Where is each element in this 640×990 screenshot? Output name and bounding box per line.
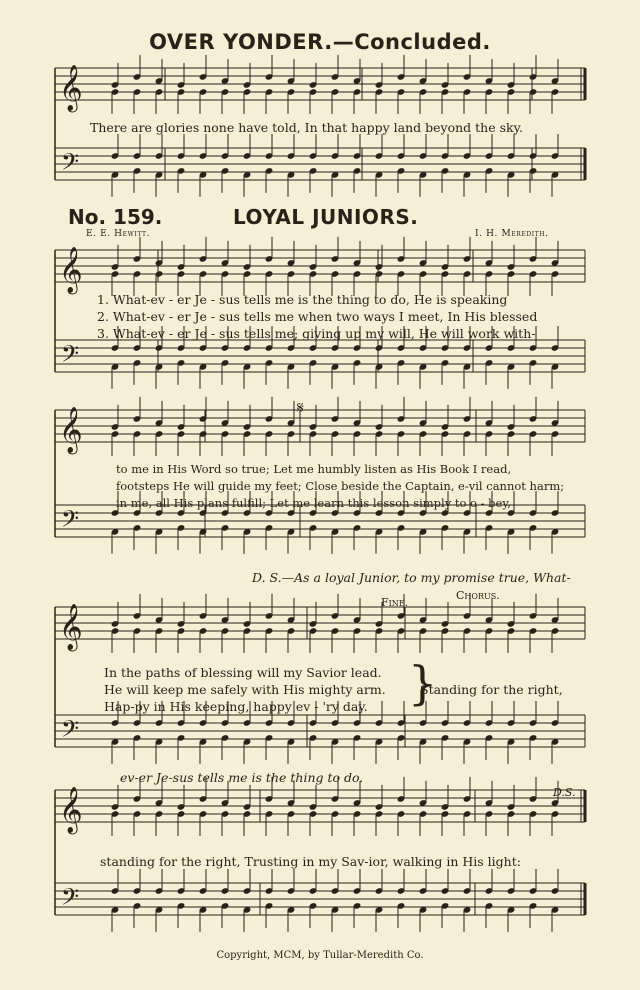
- verse-1-line-3: In the paths of blessing will my Savior lead.: [104, 665, 382, 680]
- svg-text:𝄞: 𝄞: [59, 604, 83, 650]
- segno-sign: 𝄋: [297, 398, 304, 417]
- chorus-mark: Chorus.: [456, 589, 500, 602]
- chorus-line-1: Standing for the right,: [420, 682, 563, 697]
- chorus-line-2: standing for the right, Trusting in my Sav-ior, walking in His light:: [100, 854, 521, 869]
- svg-text:𝄞: 𝄞: [59, 65, 83, 111]
- svg-text:𝄢: 𝄢: [61, 148, 80, 181]
- fine-mark: Fine.: [381, 596, 409, 609]
- verse-2-line-3: He will keep me safely with His mighty arm.: [104, 682, 386, 697]
- ds-mark: D.S.: [553, 786, 576, 799]
- svg-text:𝄢: 𝄢: [61, 340, 80, 373]
- verse-brace: }: [408, 656, 438, 710]
- verse-3-line-2: in me, all His plans fulfill; Let me learn this lesson simply to o - bey,: [116, 496, 511, 510]
- svg-text:𝄢: 𝄢: [61, 715, 80, 748]
- svg-text:𝄞: 𝄞: [59, 247, 83, 293]
- svg-text:𝄞: 𝄞: [59, 787, 83, 833]
- svg-text:𝄢: 𝄢: [61, 505, 80, 538]
- verse-1-line-1: 1. What-ev - er Je - sus tells me is the thing to do, He is speaking: [97, 292, 508, 307]
- hymn-number: No. 159.: [68, 205, 163, 229]
- continuation-lyric: There are glories none have told, In that happy land beyond the sky.: [90, 120, 523, 135]
- continuation-title: OVER YONDER.—Concluded.: [149, 30, 491, 54]
- svg-text:𝄢: 𝄢: [61, 883, 80, 916]
- verse-1-line-2: to me in His Word so true; Let me humbly listen as His Book I read,: [116, 462, 512, 476]
- lyricist-credit: E. E. Hewitt.: [86, 229, 151, 239]
- hymn-title: LOYAL JUNIORS.: [233, 205, 419, 229]
- verse-2-line-2: footsteps He will guide my feet; Close beside the Captain, e-vil cannot harm;: [116, 479, 565, 493]
- verse-3-line-1: 3. What-ev - er Je - sus tells me; giving up my will, He will work with-: [97, 326, 536, 341]
- copyright: Copyright, MCM, by Tullar-Meredith Co.: [216, 950, 424, 961]
- ds-line-2: ev-er Je-sus tells me is the thing to do.: [120, 770, 364, 785]
- verse-3-line-3: Hap-py in His keeping, happy ev - 'ry day.: [104, 699, 368, 714]
- composer-credit: I. H. Meredith.: [475, 229, 549, 239]
- svg-text:𝄞: 𝄞: [59, 407, 83, 453]
- verse-2-line-1: 2. What-ev - er Je - sus tells me when two ways I meet, In His blessed: [97, 309, 538, 324]
- ds-line: D. S.—As a loyal Junior, to my promise true, What-: [252, 570, 571, 585]
